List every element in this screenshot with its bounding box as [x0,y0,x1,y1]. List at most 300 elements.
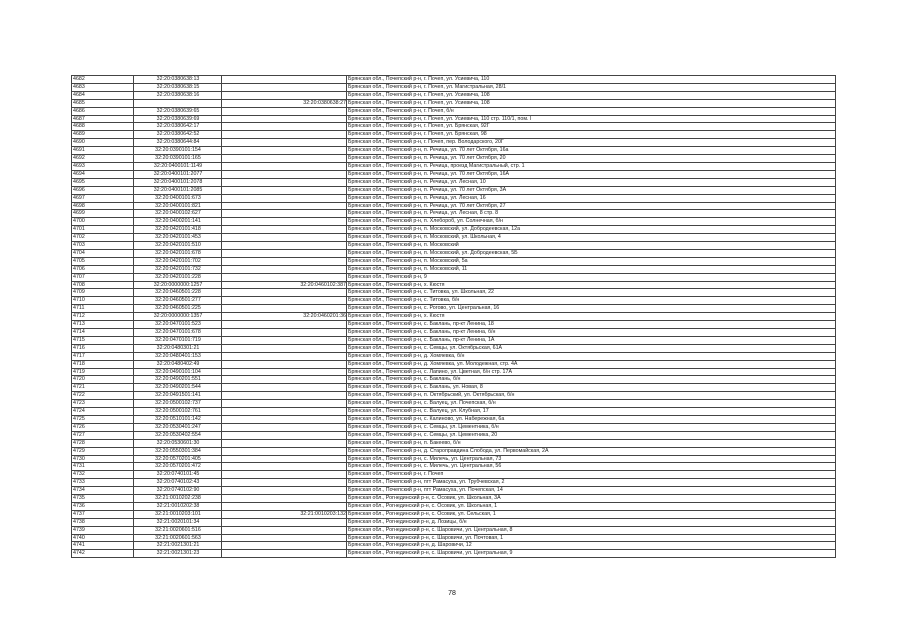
parent-cadastral-number-cell [222,194,347,202]
table-row [72,202,836,210]
row-number-cell: 4684 [72,91,134,99]
row-number-cell: 4715 [72,336,134,344]
cadastral-number-cell: 32:20:0460501:225 [134,305,222,313]
parent-cadastral-number-cell [222,162,347,170]
cadastral-number-cell: 32:20:0500102:737 [134,400,222,408]
cadastral-number-cell: 32:20:0530401:247 [134,423,222,431]
row-number-cell: 4701 [72,226,134,234]
parent-cadastral-number-cell [222,265,347,273]
cadastral-number-cell: 32:21:0010202:238 [134,495,222,503]
address-cell: Брянская обл., Почепский р-н, с. Лапино, ул. Цветная, б/н стр. 17А [347,368,836,376]
cadastral-number-cell: 32:20:0510101:142 [134,415,222,423]
address-cell: Брянская обл., Почепский р-н, г. Почеп, ул. Брянская, 98 [347,131,836,139]
address-cell: Брянская обл., Почепский р-н, п. Речица, ул. 70 лет Октября, 3А [347,186,836,194]
cadastral-number-cell: 32:20:0490101:104 [134,368,222,376]
cadastral-number-cell: 32:20:0460501:228 [134,289,222,297]
cadastral-number-cell: 32:20:0480401:153 [134,352,222,360]
table-row [72,139,836,147]
row-number-cell: 4696 [72,186,134,194]
row-number-cell: 4712 [72,313,134,321]
parent-cadastral-number-cell [222,210,347,218]
parent-cadastral-number-cell [222,455,347,463]
address-cell: Брянская обл., Почепский р-н, с. Валуец, ул. Клубная, 17 [347,408,836,416]
cadastral-number-cell: 32:20:0380644:84 [134,139,222,147]
row-number-cell: 4733 [72,479,134,487]
parent-cadastral-number-cell [222,502,347,510]
cadastral-number-cell: 32:20:0570201:405 [134,455,222,463]
parent-cadastral-number-cell: 32:20:0460102:387 [222,281,347,289]
address-cell: Брянская обл., Почепский р-н, п. Речица, ул. Лесная, 10 [347,178,836,186]
address-cell: Брянская обл., Почепский р-н, с. Баклань, пр-кт Ленина, 18 [347,321,836,329]
cadastral-number-cell: 32:20:0491501:141 [134,392,222,400]
address-cell: Брянская обл., Почепский р-н, п. Московский, 5а [347,257,836,265]
row-number-cell: 4728 [72,439,134,447]
parent-cadastral-number-cell [222,550,347,558]
table-row [72,147,836,155]
table-row [72,297,836,305]
parent-cadastral-number-cell [222,178,347,186]
address-cell: Брянская обл., Почепский р-н, г. Почеп, ул. Усиевича, 108 [347,91,836,99]
address-cell: Брянская обл., Почепский р-н, г. Почеп, ул. Брянская, 92Г [347,123,836,131]
table-row [72,186,836,194]
parent-cadastral-number-cell [222,131,347,139]
row-number-cell: 4682 [72,76,134,84]
table-row [72,99,836,107]
parent-cadastral-number-cell [222,289,347,297]
row-number-cell: 4723 [72,400,134,408]
cadastral-number-cell: 32:20:0000000:1257 [134,281,222,289]
address-cell: Брянская обл., Почепский р-н, с. Баклань, б/н [347,376,836,384]
address-cell: Брянская обл., Почепский р-н, д. Хомяевка, ул. Молодежная, стр. 4А [347,360,836,368]
parent-cadastral-number-cell [222,392,347,400]
table-row [72,447,836,455]
row-number-cell: 4729 [72,447,134,455]
address-cell: Брянская обл., Рогнединский р-н, с. Шаровичи, ул. Центральная, 8 [347,526,836,534]
table-row [72,455,836,463]
cadastral-number-cell: 32:21:0010203:101 [134,510,222,518]
cadastral-number-cell: 32:21:0020101:34 [134,518,222,526]
cadastral-number-cell: 32:21:0020601:516 [134,526,222,534]
cadastral-number-cell: 32:20:0490201:544 [134,384,222,392]
row-number-cell: 4738 [72,518,134,526]
parent-cadastral-number-cell [222,242,347,250]
row-number-cell: 4699 [72,210,134,218]
row-number-cell: 4713 [72,321,134,329]
row-number-cell: 4736 [72,502,134,510]
table-row [72,249,836,257]
table-row [72,526,836,534]
row-number-cell: 4691 [72,147,134,155]
row-number-cell: 4740 [72,534,134,542]
address-cell: Брянская обл., Почепский р-н, п. Речица, ул. 70 лет Октября, 16А [347,170,836,178]
row-number-cell: 4722 [72,392,134,400]
row-number-cell: 4695 [72,178,134,186]
parent-cadastral-number-cell [222,336,347,344]
address-cell: Брянская обл., Рогнединский р-н, с. Осовик, ул. Школьная, 1 [347,502,836,510]
parent-cadastral-number-cell [222,249,347,257]
parent-cadastral-number-cell: 32:21:0010203:132 [222,510,347,518]
table-row [72,281,836,289]
parent-cadastral-number-cell [222,139,347,147]
cadastral-number-cell: 32:21:0021301:23 [134,550,222,558]
row-number-cell: 4719 [72,368,134,376]
parent-cadastral-number-cell [222,226,347,234]
parent-cadastral-number-cell [222,463,347,471]
cadastral-number-cell: 32:21:0010202:38 [134,502,222,510]
table-row [72,76,836,84]
parent-cadastral-number-cell [222,376,347,384]
parent-cadastral-number-cell [222,431,347,439]
parent-cadastral-number-cell [222,202,347,210]
address-cell: Брянская обл., Почепский р-н, х. Кюстя [347,313,836,321]
parent-cadastral-number-cell [222,91,347,99]
table-row [72,257,836,265]
address-cell: Брянская обл., Почепский р-н, с. Титовка, б/н [347,297,836,305]
cadastral-number-cell: 32:20:0530402:554 [134,431,222,439]
cadastral-number-cell: 32:20:0400101:673 [134,194,222,202]
parent-cadastral-number-cell [222,155,347,163]
parent-cadastral-number-cell [222,115,347,123]
row-number-cell: 4688 [72,123,134,131]
row-number-cell: 4717 [72,352,134,360]
table-row [72,321,836,329]
cadastral-number-cell: 32:20:0740101:45 [134,471,222,479]
table-row [72,400,836,408]
table-row [72,352,836,360]
address-cell: Брянская обл., Почепский р-н, п. Речица, ул. Лесная, 8 стр. 8 [347,210,836,218]
row-number-cell: 4725 [72,415,134,423]
row-number-cell: 4690 [72,139,134,147]
table-row [72,510,836,518]
address-cell: Брянская обл., Рогнединский р-н, д. Лозицы, б/н [347,518,836,526]
table-row [72,107,836,115]
cadastral-number-cell: 32:20:0380642:52 [134,131,222,139]
table-row [72,273,836,281]
cadastral-number-cell: 32:20:0490201:551 [134,376,222,384]
parent-cadastral-number-cell [222,344,347,352]
cadastral-number-cell: 32:20:0400102:627 [134,210,222,218]
row-number-cell: 4739 [72,526,134,534]
row-number-cell: 4732 [72,471,134,479]
address-cell: Брянская обл., Почепский р-н, г. Почеп, ул. Усиевича, 110 [347,76,836,84]
address-cell: Брянская обл., Почепский р-н, п. Речица, ул. 70 лет Октября, 20 [347,155,836,163]
table-row [72,415,836,423]
row-number-cell: 4706 [72,265,134,273]
parent-cadastral-number-cell [222,471,347,479]
page-number: 78 [448,590,456,597]
row-number-cell: 4693 [72,162,134,170]
table-row [72,384,836,392]
address-cell: Брянская обл., Почепский р-н, г. Почеп, ул. Усиевича, 108 [347,99,836,107]
parent-cadastral-number-cell [222,321,347,329]
table-row [72,170,836,178]
row-number-cell: 4708 [72,281,134,289]
cadastral-number-cell: 32:20:0000000:1357 [134,313,222,321]
parent-cadastral-number-cell [222,170,347,178]
row-number-cell: 4704 [72,249,134,257]
parent-cadastral-number-cell [222,479,347,487]
address-cell: Брянская обл., Почепский р-н, с. Баклань, пр-кт Ленина, б/н [347,329,836,337]
cadastral-number-cell: 32:20:0740102:90 [134,487,222,495]
parent-cadastral-number-cell [222,542,347,550]
cadastral-number-cell: 32:20:0420101:702 [134,257,222,265]
row-number-cell: 4698 [72,202,134,210]
cadastral-number-cell: 32:20:0400201:141 [134,218,222,226]
row-number-cell: 4721 [72,384,134,392]
table-row [72,495,836,503]
parent-cadastral-number-cell [222,186,347,194]
row-number-cell: 4734 [72,487,134,495]
address-cell: Брянская обл., Почепский р-н, 9 [347,273,836,281]
cadastral-number-cell: 32:20:0380638:15 [134,83,222,91]
cadastral-number-cell: 32:20:0400101:2085 [134,186,222,194]
cadastral-number-cell: 32:20:0420101:678 [134,249,222,257]
parent-cadastral-number-cell [222,234,347,242]
parent-cadastral-number-cell [222,352,347,360]
cadastral-number-cell: 32:20:0380638:13 [134,76,222,84]
table-row [72,131,836,139]
table-row [72,439,836,447]
row-number-cell: 4727 [72,431,134,439]
row-number-cell: 4737 [72,510,134,518]
table-row [72,471,836,479]
parent-cadastral-number-cell [222,423,347,431]
address-cell: Брянская обл., Почепский р-н, п. Октябрьский, ул. Октябрьская, б/н [347,392,836,400]
address-cell: Брянская обл., Почепский р-н, с. Семцы, ул. Цементника, б/н [347,423,836,431]
address-cell: Брянская обл., Почепский р-н, х. Кюстя [347,281,836,289]
table-row [72,487,836,495]
row-number-cell: 4705 [72,257,134,265]
address-cell: Брянская обл., Почепский р-н, п. Московский, 11 [347,265,836,273]
address-cell: Брянская обл., Почепский р-н, п. Речица, проезд Магистральный, стр. 1 [347,162,836,170]
cadastral-number-cell: 32:20:0550301:384 [134,447,222,455]
cadastral-number-cell: 32:20:0420101:418 [134,226,222,234]
cadastral-number-cell: 32:20:0420101:453 [134,234,222,242]
cadastral-number-cell: 32:20:0400101:1149 [134,162,222,170]
row-number-cell: 4709 [72,289,134,297]
cadastral-number-cell: 32:20:0380639:65 [134,107,222,115]
address-cell: Брянская обл., Почепский р-н, с. Калиново, ул. Набережная, 6а [347,415,836,423]
address-cell: Брянская обл., Почепский р-н, п. Московский, ул. Школьная, 4 [347,234,836,242]
parent-cadastral-number-cell [222,273,347,281]
parent-cadastral-number-cell [222,408,347,416]
cadastral-number-cell: 32:21:0020601:563 [134,534,222,542]
parent-cadastral-number-cell [222,360,347,368]
cadastral-number-cell: 32:20:0470101:523 [134,321,222,329]
address-cell: Брянская обл., Рогнединский р-н, с. Шаровичи, ул. Почтовая, 1 [347,534,836,542]
table-row [72,392,836,400]
parent-cadastral-number-cell [222,257,347,265]
address-cell: Брянская обл., Почепский р-н, с. Рогово, ул. Центральная, 16 [347,305,836,313]
table-row [72,115,836,123]
address-cell: Брянская обл., Почепский р-н, с. Семцы, ул. Цементника, 20 [347,431,836,439]
parent-cadastral-number-cell [222,495,347,503]
row-number-cell: 4741 [72,542,134,550]
cadastral-number-cell: 32:20:0390101:154 [134,147,222,155]
table-row [72,408,836,416]
address-cell: Брянская обл., Почепский р-н, г. Почеп [347,471,836,479]
row-number-cell: 4707 [72,273,134,281]
row-number-cell: 4726 [72,423,134,431]
register-table [71,75,836,558]
address-cell: Брянская обл., Рогнединский р-н, с. Осовик, ул. Школьная, 3А [347,495,836,503]
table-row [72,194,836,202]
cadastral-number-cell: 32:20:0380638:16 [134,91,222,99]
table-row [72,360,836,368]
cadastral-number-cell: 32:20:0420101:228 [134,273,222,281]
table-row [72,518,836,526]
parent-cadastral-number-cell [222,218,347,226]
table-row [72,313,836,321]
parent-cadastral-number-cell [222,83,347,91]
parent-cadastral-number-cell [222,534,347,542]
row-number-cell: 4724 [72,408,134,416]
address-cell: Брянская обл., Почепский р-н, с. Титовка, ул. Школьная, 22 [347,289,836,297]
cadastral-number-cell: 32:20:0420101:732 [134,265,222,273]
cadastral-number-cell: 32:20:0400101:821 [134,202,222,210]
address-cell: Брянская обл., Почепский р-н, п. Речица, ул. 70 лет Октября, 16а [347,147,836,155]
table-row [72,542,836,550]
table-row [72,344,836,352]
table-row [72,123,836,131]
parent-cadastral-number-cell: 32:20:0460201:36 [222,313,347,321]
address-cell: Брянская обл., Почепский р-н, пгт Рамасуха, ул. Почепская, 14 [347,487,836,495]
table-row [72,463,836,471]
row-number-cell: 4700 [72,218,134,226]
parent-cadastral-number-cell [222,305,347,313]
table-row [72,242,836,250]
parent-cadastral-number-cell [222,107,347,115]
table-row [72,534,836,542]
parent-cadastral-number-cell [222,526,347,534]
parent-cadastral-number-cell: 32:20:0380638:27 [222,99,347,107]
address-cell: Брянская обл., Почепский р-н, п. Речица, ул. 70 лет Октября, 27 [347,202,836,210]
cadastral-number-cell: 32:20:0480301:21 [134,344,222,352]
table-row [72,550,836,558]
parent-cadastral-number-cell [222,297,347,305]
address-cell: Брянская обл., Почепский р-н, п. Бакеево, б/н [347,439,836,447]
cadastral-number-cell: 32:20:0420101:510 [134,242,222,250]
parent-cadastral-number-cell [222,415,347,423]
parent-cadastral-number-cell [222,368,347,376]
table-row [72,91,836,99]
address-cell: Брянская обл., Почепский р-н, п. Хлебороб, ул. Солнечная, б/н [347,218,836,226]
table-row [72,265,836,273]
table-row [72,336,836,344]
address-cell: Брянская обл., Почепский р-н, с. Баклань, ул. Новая, 8 [347,384,836,392]
address-cell: Брянская обл., Почепский р-н, п. Речица, ул. Лесная, 16 [347,194,836,202]
cadastral-number-cell: 32:20:0380642:17 [134,123,222,131]
address-cell: Брянская обл., Почепский р-н, п. Московский, ул. Добродеевская, 12а [347,226,836,234]
row-number-cell: 4689 [72,131,134,139]
cadastral-number-cell: 32:20:0500102:761 [134,408,222,416]
row-number-cell: 4714 [72,329,134,337]
cadastral-number-cell: 32:20:0480402:49 [134,360,222,368]
address-cell: Брянская обл., Рогнединский р-н, с. Шаровичи, ул. Центральная, 9 [347,550,836,558]
table-row [72,376,836,384]
row-number-cell: 4697 [72,194,134,202]
row-number-cell: 4685 [72,99,134,107]
row-number-cell: 4703 [72,242,134,250]
parent-cadastral-number-cell [222,123,347,131]
parent-cadastral-number-cell [222,147,347,155]
table-row [72,305,836,313]
table-row [72,155,836,163]
row-number-cell: 4720 [72,376,134,384]
address-cell: Брянская обл., Почепский р-н, с. Баклань, пр-кт Ленина, 1А [347,336,836,344]
cadastral-number-cell: 32:20:0570201:472 [134,463,222,471]
row-number-cell: 4718 [72,360,134,368]
address-cell: Брянская обл., Почепский р-н, д. Хомяевка, б/н [347,352,836,360]
row-number-cell: 4694 [72,170,134,178]
table-row [72,502,836,510]
parent-cadastral-number-cell [222,400,347,408]
address-cell: Брянская обл., Рогнединский р-н, с. Осовик, ул. Сельская, 1 [347,510,836,518]
address-cell: Брянская обл., Почепский р-н, д. Староправдина Слобода, ул. Первомайская, 2А [347,447,836,455]
table-row [72,226,836,234]
address-cell: Брянская обл., Почепский р-н, п. Московский, ул. Добродеевская, 5Б [347,249,836,257]
table-row [72,178,836,186]
address-cell: Брянская обл., Почепский р-н, п. Московский [347,242,836,250]
address-cell: Брянская обл., Рогнединский р-н, д. Шаровичи, 12 [347,542,836,550]
table-row [72,423,836,431]
cadastral-number-cell: 32:20:0380639:69 [134,115,222,123]
parent-cadastral-number-cell [222,518,347,526]
cadastral-number-cell: 32:20:0460501:277 [134,297,222,305]
row-number-cell: 4683 [72,83,134,91]
table-row [72,210,836,218]
table-row [72,368,836,376]
row-number-cell: 4686 [72,107,134,115]
row-number-cell: 4692 [72,155,134,163]
row-number-cell: 4710 [72,297,134,305]
address-cell: Брянская обл., Почепский р-н, г. Почеп, ул. Магистральная, 28/1 [347,83,836,91]
row-number-cell: 4711 [72,305,134,313]
parent-cadastral-number-cell [222,439,347,447]
cadastral-number-cell: 32:20:0400101:2078 [134,178,222,186]
cadastral-number-cell: 32:20:0470101:719 [134,336,222,344]
table-row [72,218,836,226]
address-cell: Брянская обл., Почепский р-н, с. Семцы, ул. Октябрьская, 61А [347,344,836,352]
cadastral-number-cell: 32:20:0390101:165 [134,155,222,163]
row-number-cell: 4731 [72,463,134,471]
cadastral-number-cell: 32:20:0530601:30 [134,439,222,447]
parent-cadastral-number-cell [222,76,347,84]
table-row [72,162,836,170]
row-number-cell: 4730 [72,455,134,463]
parent-cadastral-number-cell [222,329,347,337]
table-row [72,431,836,439]
address-cell: Брянская обл., Почепский р-н, г. Почеп, ул. Усиевича, 110 стр. 110/1, пом. I [347,115,836,123]
table-row [72,479,836,487]
address-cell: Брянская обл., Почепский р-н, г. Почеп, пер. Володарского, 20Г [347,139,836,147]
table-row [72,289,836,297]
cadastral-number-cell: 32:20:0470101:678 [134,329,222,337]
register-table-body [72,76,836,558]
address-cell: Брянская обл., Почепский р-н, пгт Рамасуха, ул. Трубчевская, 2 [347,479,836,487]
parent-cadastral-number-cell [222,447,347,455]
table-row [72,329,836,337]
row-number-cell: 4735 [72,495,134,503]
parent-cadastral-number-cell [222,487,347,495]
address-cell: Брянская обл., Почепский р-н, с. Милечь, ул. Центральная, 73 [347,455,836,463]
address-cell: Брянская обл., Почепский р-н, г. Почеп, б/н [347,107,836,115]
parent-cadastral-number-cell [222,384,347,392]
table-row [72,83,836,91]
address-cell: Брянская обл., Почепский р-н, с. Валуец, ул. Почепская, б/н [347,400,836,408]
cadastral-number-cell: 32:21:0021301:21 [134,542,222,550]
cadastral-number-cell [134,99,222,107]
